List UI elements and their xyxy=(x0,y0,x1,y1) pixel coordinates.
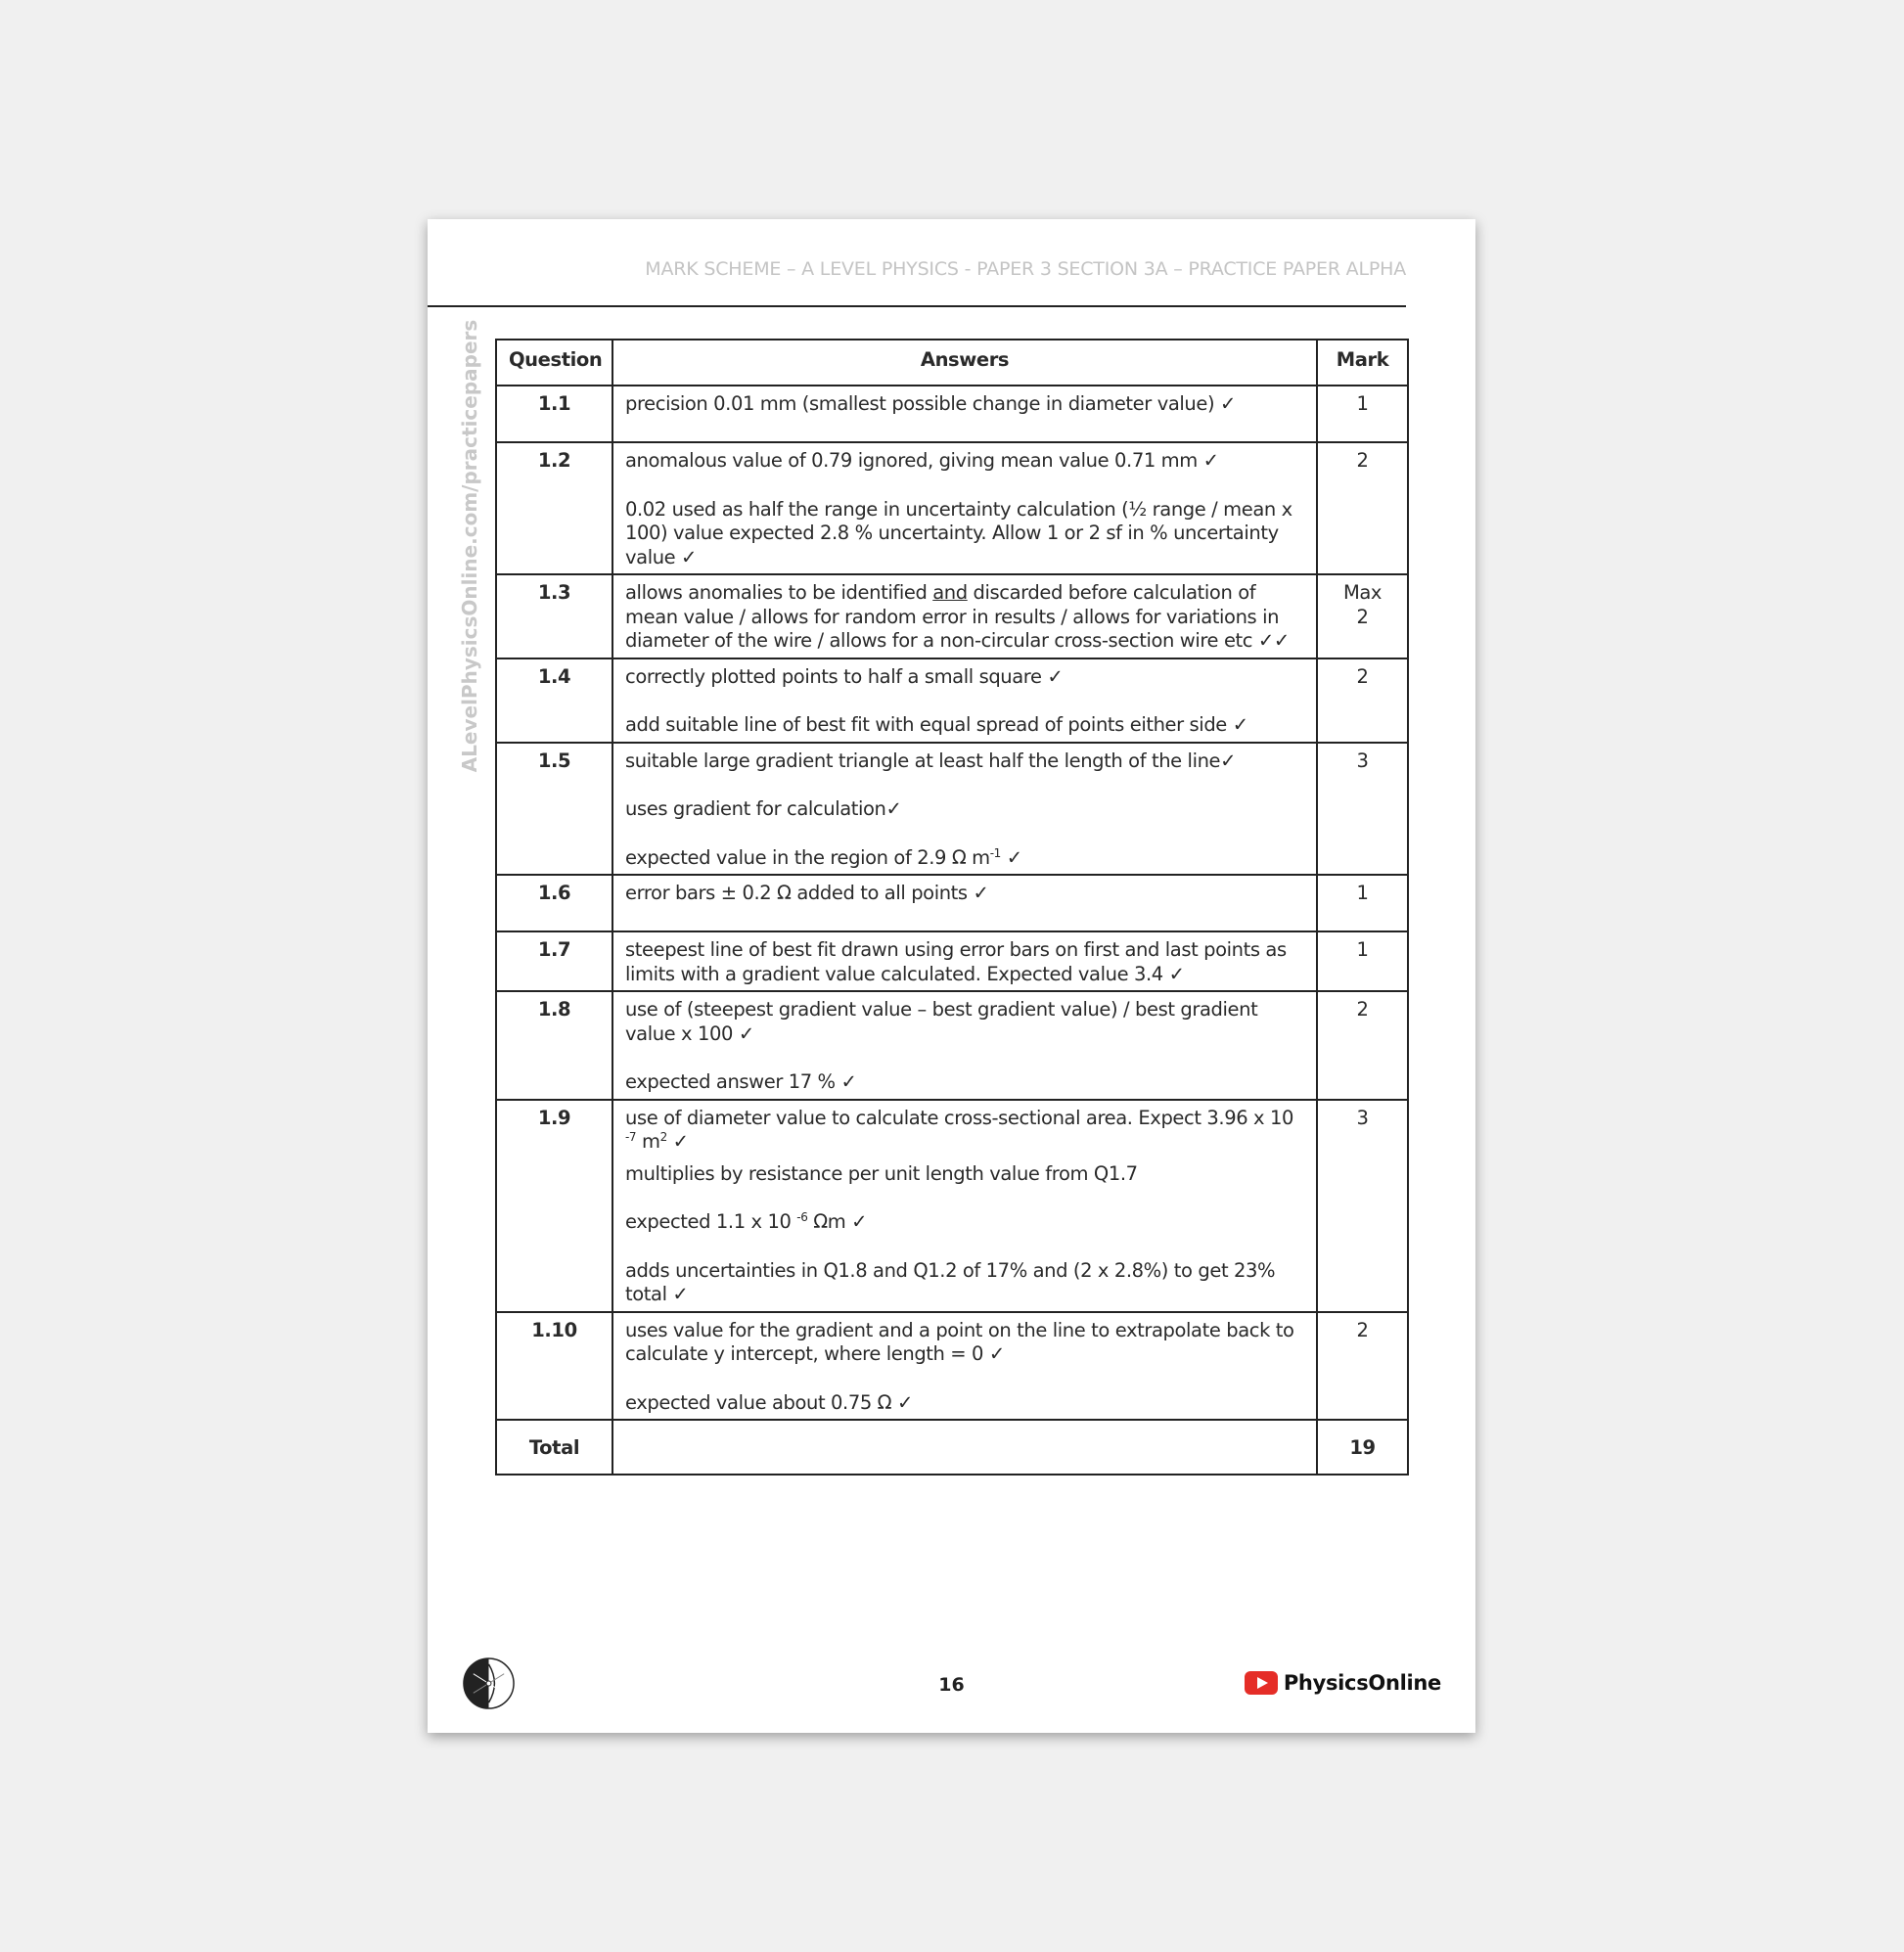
answer-text-part: ✓ xyxy=(1000,845,1022,869)
answer-text: adds uncertainties in Q1.8 and Q1.2 of 17% and (2 x 2.8%) to get 23% total ✓ xyxy=(625,1258,1276,1305)
page-number: 16 xyxy=(938,1674,965,1696)
brand-logo xyxy=(1245,1671,1441,1695)
answer-text: add suitable line of best fit with equal spread of points either side ✓ xyxy=(625,713,1248,736)
question-number: 1.1 xyxy=(496,386,612,442)
answer-text: error bars ± 0.2 Ω added to all points ✓ xyxy=(625,882,989,904)
table-row xyxy=(496,1100,1408,1312)
table-row xyxy=(496,931,1408,991)
total-mark: 19 xyxy=(1317,1420,1408,1475)
mark-value xyxy=(1317,574,1408,658)
table-header-row xyxy=(496,340,1408,386)
answer-cell xyxy=(612,875,1317,931)
document-page xyxy=(428,219,1475,1733)
header-answers: Answers xyxy=(612,340,1317,386)
header-rule xyxy=(428,305,1406,307)
table-row xyxy=(496,875,1408,931)
superscript: 2 xyxy=(659,1130,667,1144)
mark-max-label: Max xyxy=(1342,581,1383,604)
answer-text-part: discarded before calculation of mean value / allows for random error in results / allows for variations in diameter of the wire / allows for a non-circular cross-section wire etc ✓✓ xyxy=(625,581,1290,652)
mark-value: 3 xyxy=(1317,743,1408,876)
table-row xyxy=(496,1312,1408,1421)
answer-text-part: m xyxy=(636,1130,660,1153)
question-number: 1.5 xyxy=(496,743,612,876)
answer-cell xyxy=(612,991,1317,1100)
side-url-text: ALevelPhysicsOnline.com/practicepapers xyxy=(458,319,481,773)
mark-value: 2 xyxy=(1317,442,1408,574)
answer-text: expected value about 0.75 Ω ✓ xyxy=(625,1390,913,1414)
mark-value: 2 xyxy=(1317,991,1408,1100)
mark-value: 1 xyxy=(1317,386,1408,442)
answer-cell xyxy=(612,386,1317,442)
answer-cell xyxy=(612,658,1317,743)
total-row xyxy=(496,1420,1408,1475)
brand-name: PhysicsOnline xyxy=(1283,1671,1441,1695)
header-question: Question xyxy=(496,340,612,386)
table-row xyxy=(496,442,1408,574)
answer-text: multiplies by resistance per unit length value from Q1.7 xyxy=(625,1161,1138,1185)
superscript: -1 xyxy=(989,845,1001,860)
table-row xyxy=(496,574,1408,658)
superscript: -7 xyxy=(625,1130,637,1144)
answer-text: expected answer 17 % ✓ xyxy=(625,1070,857,1093)
youtube-play-icon xyxy=(1245,1671,1278,1695)
question-number: 1.3 xyxy=(496,574,612,658)
answer-text: precision 0.01 mm (smallest possible change in diameter value) ✓ xyxy=(625,392,1236,415)
answer-text-part: use of diameter value to calculate cross-sectional area. Expect 3.96 x 10 xyxy=(625,1106,1293,1129)
mark-max-value: 2 xyxy=(1356,605,1369,628)
answer-cell xyxy=(612,743,1317,876)
question-number: 1.4 xyxy=(496,658,612,743)
answer-text xyxy=(625,846,1304,871)
question-number: 1.6 xyxy=(496,875,612,931)
answer-text xyxy=(625,581,1304,654)
underlined-word: and xyxy=(932,581,968,604)
answer-text-part: allows anomalies to be identified xyxy=(625,581,933,604)
question-number: 1.10 xyxy=(496,1312,612,1421)
table-row xyxy=(496,386,1408,442)
table-row xyxy=(496,991,1408,1100)
answer-text xyxy=(625,1107,1304,1155)
question-number: 1.9 xyxy=(496,1100,612,1312)
mark-value: 1 xyxy=(1317,875,1408,931)
answer-text-part: expected 1.1 x 10 xyxy=(625,1210,797,1233)
mark-value: 3 xyxy=(1317,1100,1408,1312)
answer-text: use of (steepest gradient value – best gradient value) / best gradient value x 100 ✓ xyxy=(625,998,1258,1045)
answer-text: anomalous value of 0.79 ignored, giving mean value 0.71 mm ✓ xyxy=(625,449,1219,472)
answer-text: 0.02 used as half the range in uncertainty calculation (½ range / mean x 100) value expected 2.8 % uncertainty. Allow 1 or 2 sf in % uncertainty value ✓ xyxy=(625,497,1292,568)
mark-value: 2 xyxy=(1317,658,1408,743)
header-mark: Mark xyxy=(1317,340,1408,386)
answer-text-part: expected value in the region of 2.9 Ω m xyxy=(625,845,990,869)
answer-text-part: Ωm ✓ xyxy=(807,1210,868,1233)
answer-cell xyxy=(612,1100,1317,1312)
answer-cell xyxy=(612,574,1317,658)
answer-cell xyxy=(612,442,1317,574)
question-number: 1.7 xyxy=(496,931,612,991)
question-number: 1.8 xyxy=(496,991,612,1100)
answer-text xyxy=(625,1210,1304,1235)
mark-value: 1 xyxy=(1317,931,1408,991)
answer-text-part: ✓ xyxy=(666,1130,689,1153)
answer-text: correctly plotted points to half a small square ✓ xyxy=(625,664,1064,688)
mark-scheme-table xyxy=(495,339,1409,1475)
answer-text: steepest line of best fit drawn using error bars on first and last points as limits with a gradient value calculated. Expected value 3.4 ✓ xyxy=(625,938,1287,985)
question-number: 1.2 xyxy=(496,442,612,574)
answer-text: uses value for the gradient and a point on the line to extrapolate back to calculate y intercept, where length = 0 ✓ xyxy=(625,1318,1294,1365)
answer-cell xyxy=(612,1312,1317,1421)
answer-text: suitable large gradient triangle at least half the length of the line✓ xyxy=(625,749,1237,772)
answer-cell xyxy=(612,931,1317,991)
mark-value: 2 xyxy=(1317,1312,1408,1421)
total-label: Total xyxy=(496,1420,612,1475)
table-row xyxy=(496,743,1408,876)
answer-text: uses gradient for calculation✓ xyxy=(625,797,902,820)
total-empty-cell xyxy=(612,1420,1317,1475)
side-url-watermark xyxy=(458,319,481,773)
table-row xyxy=(496,658,1408,743)
running-header-title: MARK SCHEME – A LEVEL PHYSICS - PAPER 3 SECTION 3A – PRACTICE PAPER ALPHA xyxy=(645,258,1406,280)
superscript: -6 xyxy=(796,1210,808,1224)
